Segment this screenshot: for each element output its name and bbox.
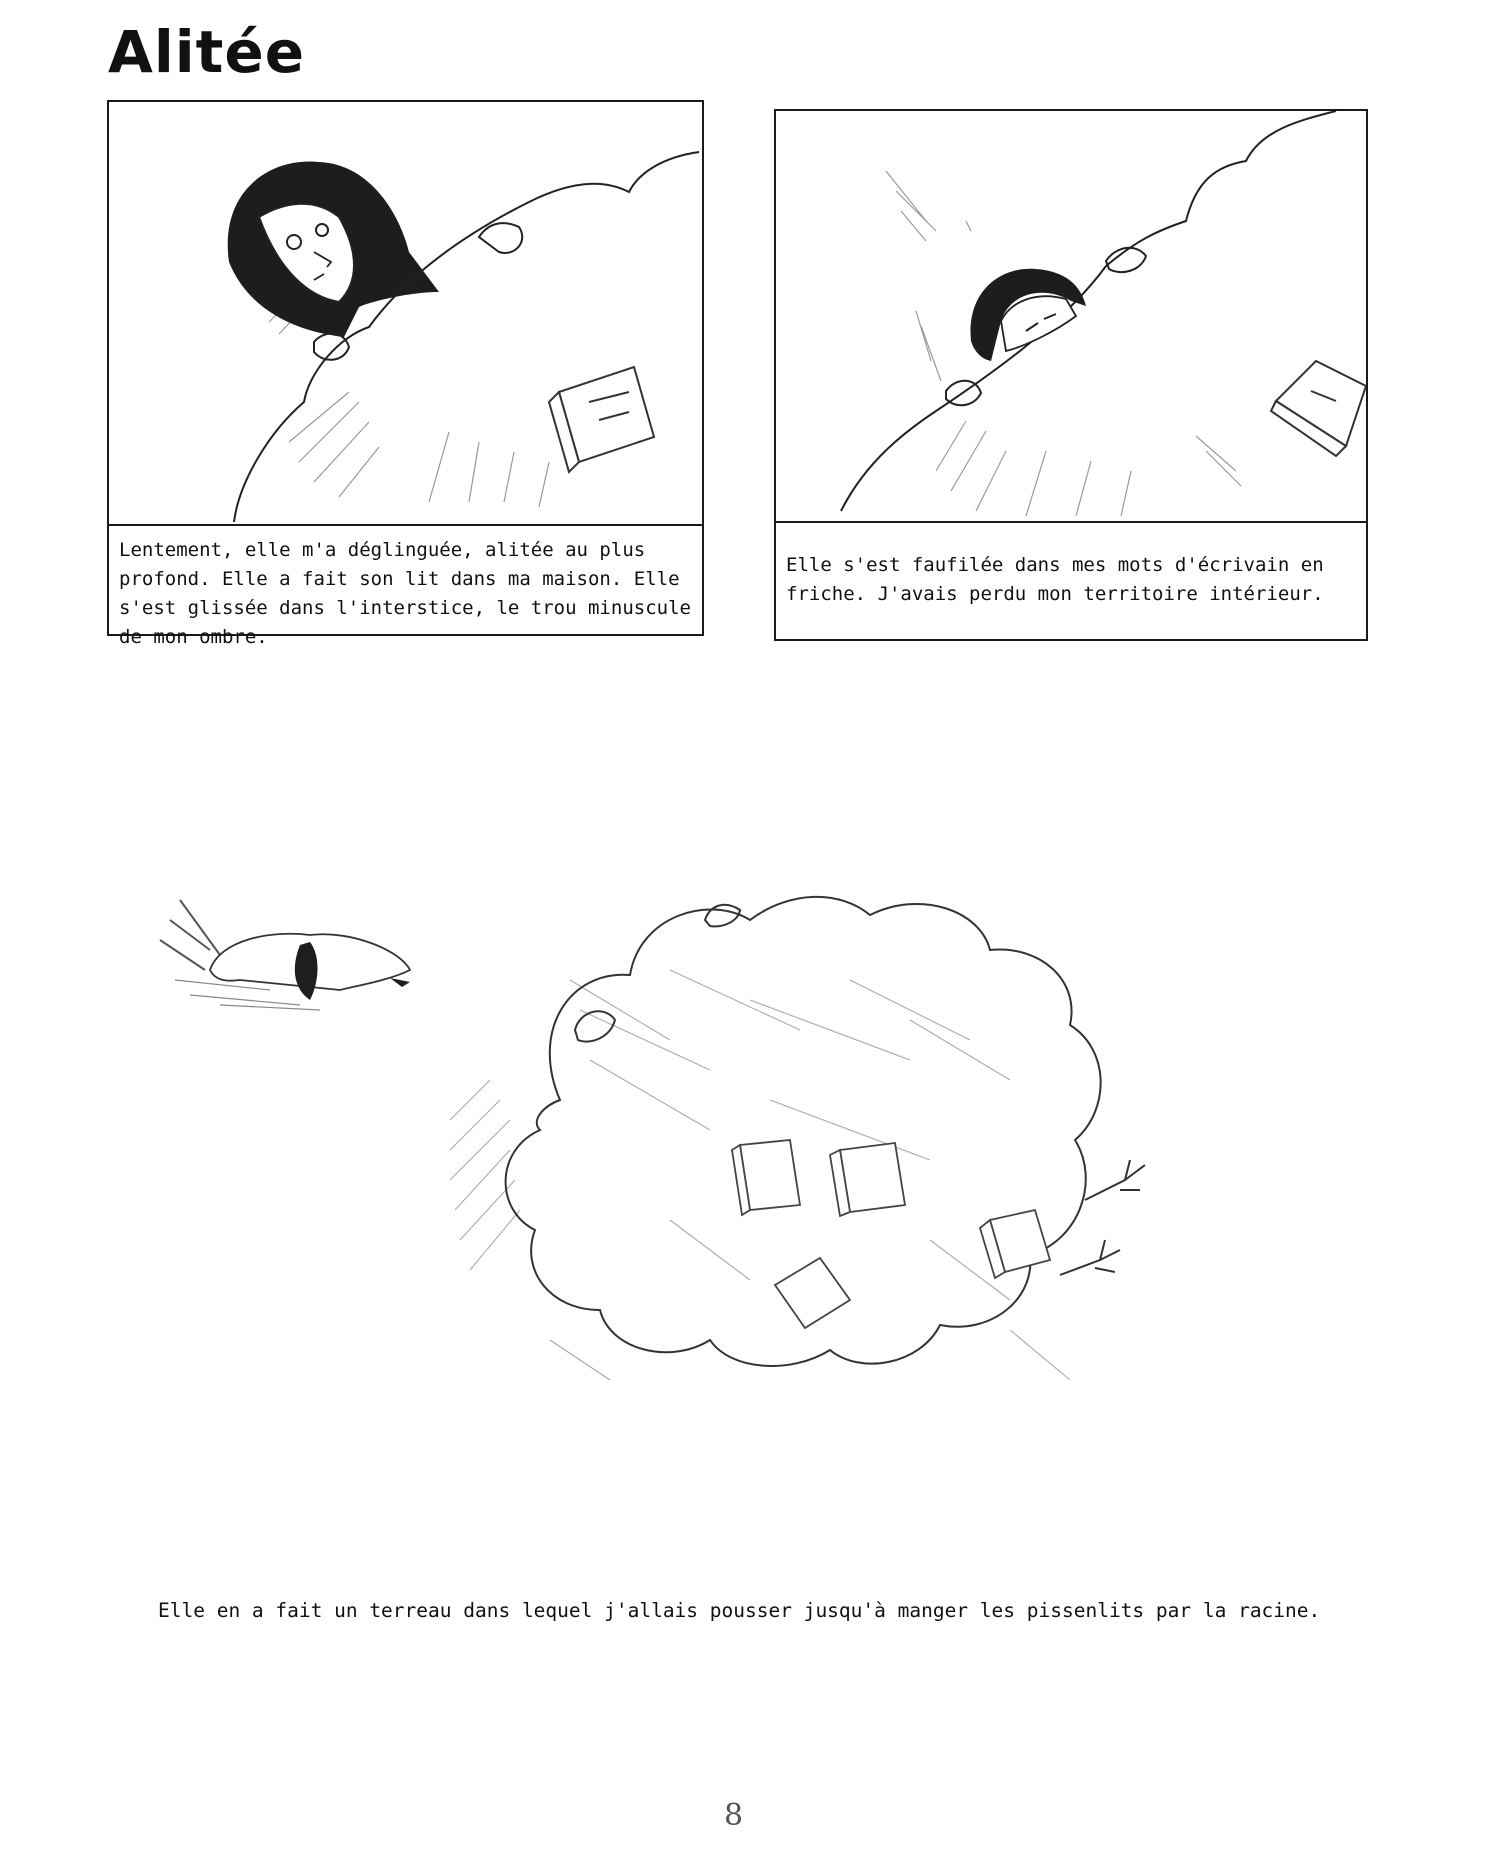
blanket-cloud [841, 111, 1336, 511]
panel-2-caption: Elle s'est faufilée dans mes mots d'écrivain en friche. J'avais perdu mon territoire intérieur. [776, 521, 1366, 639]
hand-icon [575, 905, 1145, 1275]
page-title: Alitée [108, 18, 306, 86]
bottom-caption: Elle en a fait un terreau dans lequel j'allais pousser jusqu'à manger les pissenlits par la racine. [158, 1599, 1321, 1622]
panel-1-caption: Lentement, elle m'a déglinguée, alitée au plus profond. Elle a fait son lit dans ma maison. Elle s'est glissée dans l'interstice, le trou minuscule de mon ombre. [109, 524, 702, 634]
panel-1-illustration [109, 102, 701, 522]
page-number: 8 [724, 1798, 744, 1833]
book-icon [1271, 361, 1366, 456]
book-icon [549, 367, 654, 472]
comic-panel-2 [774, 109, 1368, 641]
dog-icon [160, 900, 410, 1010]
panel-2-illustration [776, 111, 1366, 521]
pencil-shading [886, 171, 1241, 516]
comic-panel-1 [107, 100, 704, 648]
cloud-scene-illustration [150, 860, 1330, 1560]
book-icon [732, 1140, 1050, 1328]
